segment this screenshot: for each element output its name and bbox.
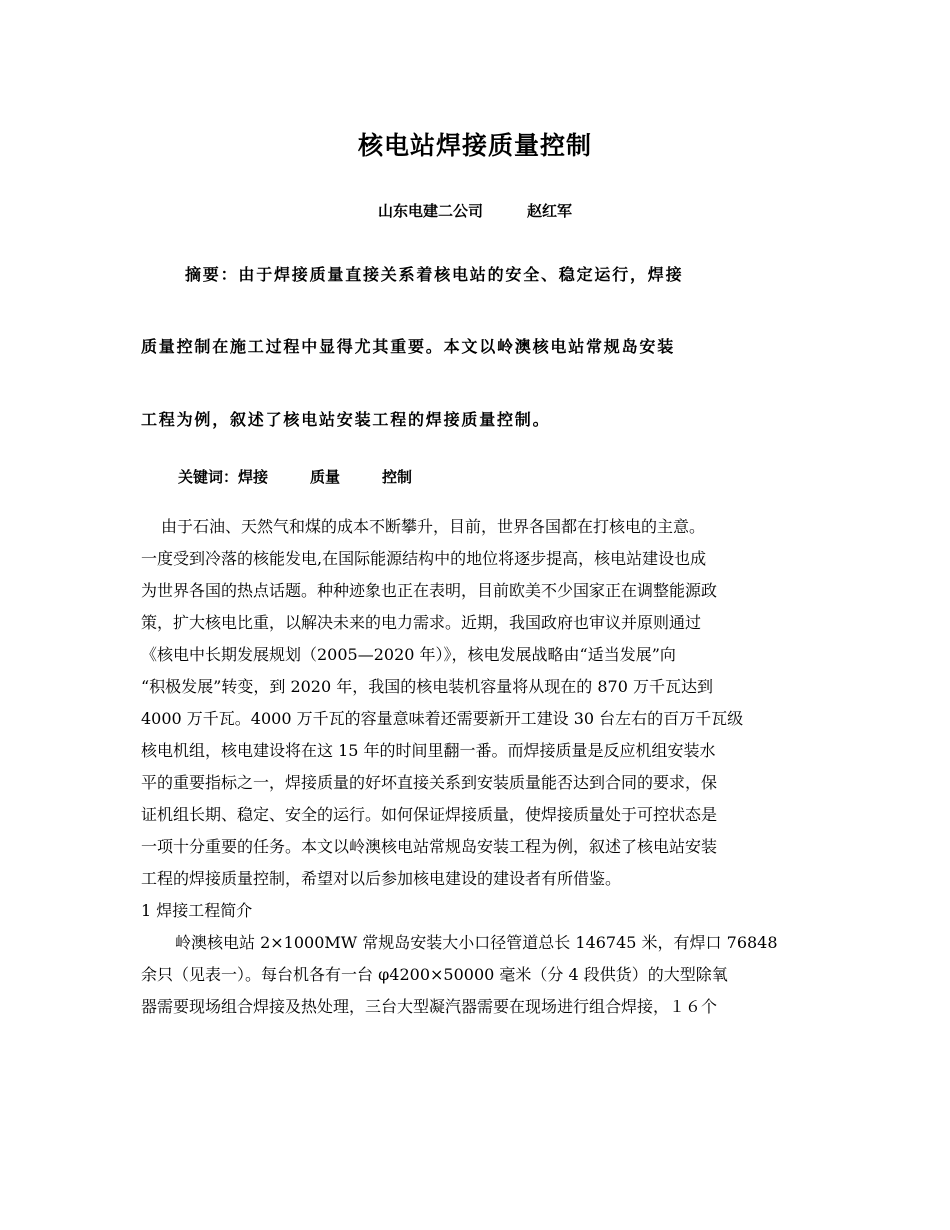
abstract-line: 工程为例，叙述了核电站安装工程的焊接质量控制。 — [141, 410, 551, 429]
body-line: 《核电中长期发展规划（2005—2020 年）》，核电发展战略由“适当发展”向 — [141, 645, 676, 664]
body-line: 策，扩大核电比重，以解决未来的电力需求。近期，我国政府也审议并原则通过 — [141, 613, 702, 632]
author-line — [0, 200, 950, 221]
abstract-line: 质量控制在施工过程中显得尤其重要。本文以岭澳核电站常规岛安装 — [141, 337, 676, 356]
body-line: 器需要现场组合焊接及热处理，三台大型凝汽器需要在现场进行组合焊接，１６个 — [141, 997, 718, 1016]
keywords-label: 关键词： — [178, 468, 239, 486]
author-organization: 山东电建二公司 — [377, 202, 483, 220]
body-line: 平的重要指标之一，焊接质量的好坏直接关系到安装质量能否达到合同的要求，保 — [141, 773, 718, 792]
body-line: 工程的焊接质量控制，希望对以后参加核电建设的建设者有所借鉴。 — [141, 869, 622, 888]
body-line: 余只（见表一）。每台机各有一台 φ4200×50000 毫米（分 4 段供货）的大型除氧 — [141, 965, 728, 984]
body-line: 证机组长期、稳定、安全的运行。如何保证焊接质量，使焊接质量处于可控状态是 — [141, 805, 718, 824]
keyword-item: 质量 — [310, 468, 341, 486]
body-line: 4000 万千瓦。4000 万千瓦的容量意味着还需要新开工建设 30 台左右的百万千瓦级 — [141, 709, 744, 728]
body-line: 岭澳核电站 2×1000MW 常规岛安装大小口径管道总长 146745 米，有焊口 76848 — [175, 933, 778, 952]
author-name: 赵红军 — [527, 202, 573, 220]
body-line: 核电机组，核电建设将在这 15 年的时间里翻一番。而焊接质量是反应机组安装水 — [141, 741, 716, 760]
keywords-line — [178, 466, 454, 487]
keyword-item: 焊接 — [238, 468, 269, 486]
body-line: 为世界各国的热点话题。种种迹象也正在表明，目前欧美不少国家正在调整能源政 — [141, 581, 718, 600]
body-line: 由于石油、天然气和煤的成本不断攀升，目前，世界各国都在打核电的主意。 — [161, 517, 706, 536]
body-line: 一度受到冷落的核能发电,在国际能源结构中的地位将逐步提高，核电站建设也成 — [141, 549, 707, 568]
document-title: 核电站焊接质量控制 — [357, 131, 592, 160]
keyword-item: 控制 — [382, 468, 413, 486]
section-heading: 1 焊接工程简介 — [141, 901, 253, 920]
body-line: 一项十分重要的任务。本文以岭澳核电站常规岛安装工程为例，叙述了核电站安装 — [141, 837, 718, 856]
body-line: “积极发展”转变，到 2020 年，我国的核电装机容量将从现在的 870 万千瓦达到 — [141, 677, 713, 696]
abstract-line: 摘要：由于焊接质量直接关系着核电站的安全、稳定运行，焊接 — [185, 265, 684, 284]
